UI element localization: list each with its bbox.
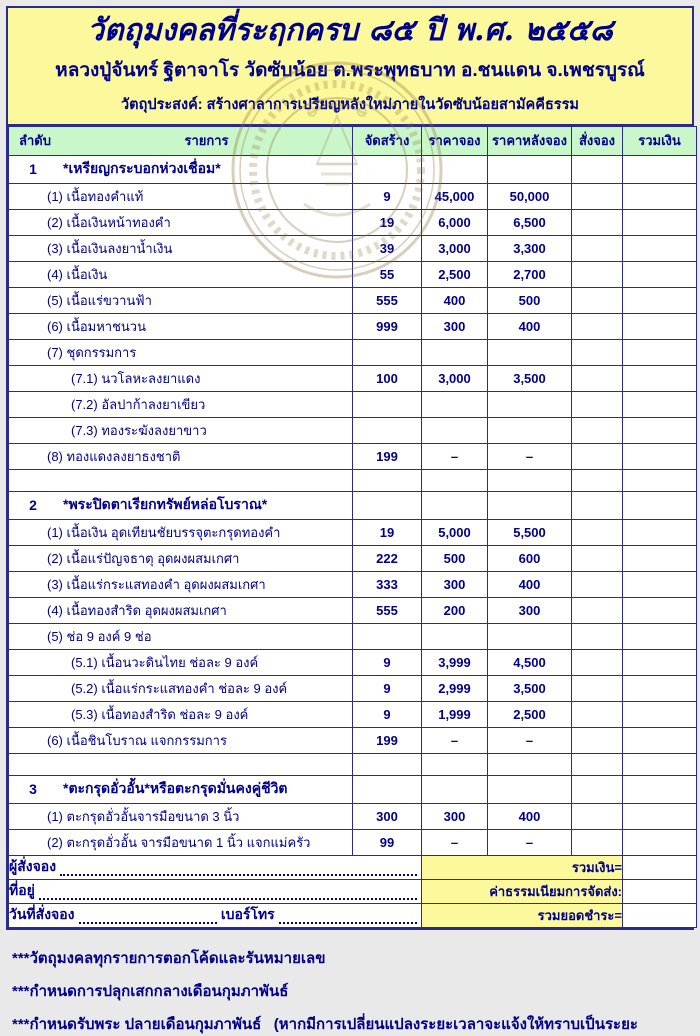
cell-book-price: – — [422, 829, 488, 855]
row-item-text: (5.3) เนื้อทองสำริด ช่อละ 9 องค์ — [71, 706, 249, 722]
table-row — [9, 701, 697, 727]
address-row — [9, 879, 697, 903]
cell-made-qty — [353, 623, 422, 649]
cell-order-qty — [572, 235, 623, 261]
cell-made-qty: 9 — [353, 183, 422, 209]
order-table — [8, 126, 697, 928]
cell-made-qty: 99 — [353, 829, 422, 855]
cell-total — [623, 155, 697, 183]
cell-made-qty: 19 — [353, 209, 422, 235]
cell-made-qty: 333 — [353, 571, 422, 597]
table-row — [9, 155, 697, 183]
table-row — [9, 571, 697, 597]
cell-book-price — [422, 775, 488, 803]
cell-total — [623, 235, 697, 261]
row-item-text: *ตะกรุดอั่วอั้น*หรือตะกรุดมั่นคงคู่ชีวิต — [63, 780, 288, 796]
cell-order-qty — [572, 417, 623, 443]
cell-made-qty: 39 — [353, 235, 422, 261]
cell-order-qty — [572, 443, 623, 469]
cell-total — [623, 545, 697, 571]
table-row — [9, 545, 697, 571]
col-header-book-price: ราคาจอง — [422, 126, 488, 155]
row-no — [9, 184, 57, 209]
order-date-label: วันที่สั่งจอง — [9, 906, 75, 922]
buyer-label: ผู้สั่งจอง — [9, 858, 57, 874]
purpose-line: วัตถุประสงค์: สร้างศาลาการเปรียญหลังใหม่ภายในวัดซับน้อยสามัคคีธรรม — [121, 96, 579, 113]
table-row — [9, 753, 697, 775]
table-row — [9, 235, 697, 261]
row-no — [9, 754, 57, 775]
table-header-row — [9, 126, 697, 155]
temple-subtitle: หลวงปู่จันทร์ ฐิตาจาโร วัดซับน้อย ต.พระพุทธบาท อ.ชนแดน จ.เพชรบูรณ์ — [55, 59, 645, 81]
cell-made-qty: 222 — [353, 545, 422, 571]
table-row — [9, 313, 697, 339]
cell-book-price: 300 — [422, 803, 488, 829]
cell-total — [623, 209, 697, 235]
cell-book-price: 200 — [422, 597, 488, 623]
cell-book-price: 3,000 — [422, 365, 488, 391]
row-no: 3 — [29, 781, 37, 797]
cell-total — [623, 391, 697, 417]
cell-book-price: 400 — [422, 287, 488, 313]
cell-made-qty: 9 — [353, 649, 422, 675]
cell-total — [623, 623, 697, 649]
cell-made-qty: 555 — [353, 597, 422, 623]
table-row — [9, 339, 697, 365]
row-item-text: (4) เนื้อเงิน — [47, 266, 108, 282]
buyer-fill-line — [60, 860, 417, 876]
shipping-fee-value — [623, 879, 697, 903]
cell-order-qty — [572, 753, 623, 775]
row-no — [9, 650, 57, 675]
cell-order-qty — [572, 545, 623, 571]
row-item-text: (7) ชุดกรรมการ — [47, 344, 137, 360]
order-table-body — [9, 155, 697, 855]
cell-order-qty — [572, 209, 623, 235]
cell-order-qty — [572, 183, 623, 209]
phone-fill-line — [279, 908, 417, 924]
cell-made-qty — [353, 775, 422, 803]
cell-order-qty — [572, 829, 623, 855]
table-row — [9, 287, 697, 313]
table-row — [9, 623, 697, 649]
cell-total — [623, 339, 697, 365]
table-row — [9, 519, 697, 545]
order-form-sheet — [6, 6, 694, 1036]
row-no — [9, 392, 57, 417]
grand-total-label: รวมยอดชำระ= — [422, 903, 623, 927]
cell-book-price — [422, 491, 488, 519]
row-no — [9, 444, 57, 469]
row-no — [9, 470, 57, 491]
table-row — [9, 649, 697, 675]
cell-after-price: 2,500 — [488, 701, 572, 727]
row-no — [9, 520, 57, 545]
cell-book-price: 3,999 — [422, 649, 488, 675]
cell-total — [623, 803, 697, 829]
cell-made-qty: 199 — [353, 727, 422, 753]
cell-book-price — [422, 469, 488, 491]
cell-order-qty — [572, 261, 623, 287]
cell-after-price — [488, 339, 572, 365]
cell-made-qty — [353, 491, 422, 519]
row-no — [9, 830, 57, 855]
cell-made-qty — [353, 155, 422, 183]
table-row — [9, 261, 697, 287]
cell-total — [623, 469, 697, 491]
row-no — [9, 236, 57, 261]
row-no — [9, 288, 57, 313]
table-row — [9, 829, 697, 855]
row-no — [9, 572, 57, 597]
row-item-text: (3) เนื้อแร่กระแสทองคำ อุดผงผสมเกศา — [47, 576, 266, 592]
cell-order-qty — [572, 597, 623, 623]
cell-after-price: 5,500 — [488, 519, 572, 545]
col-header-made: จัดสร้าง — [353, 126, 422, 155]
cell-order-qty — [572, 519, 623, 545]
cell-made-qty: 55 — [353, 261, 422, 287]
col-header-total: รวมเงิน — [623, 126, 697, 155]
cell-book-price — [422, 623, 488, 649]
note-blessing-date: ***กำหนดการปลุกเสกกลางเดือนกุมภาพันธ์ — [12, 982, 289, 1000]
cell-after-price: 400 — [488, 571, 572, 597]
row-no: 1 — [29, 161, 37, 177]
cell-after-price — [488, 623, 572, 649]
cell-total — [623, 775, 697, 803]
cell-order-qty — [572, 155, 623, 183]
row-no — [9, 314, 57, 339]
cell-order-qty — [572, 339, 623, 365]
table-row — [9, 491, 697, 519]
cell-total — [623, 519, 697, 545]
cell-after-price: – — [488, 727, 572, 753]
cell-total — [623, 491, 697, 519]
col-header-index: ลำดับ — [19, 133, 51, 148]
cell-after-price — [488, 491, 572, 519]
cell-book-price: 300 — [422, 571, 488, 597]
table-row — [9, 469, 697, 491]
shipping-fee-label: ค่าธรรมเนียมการจัดส่ง: — [422, 879, 623, 903]
cell-made-qty: 300 — [353, 803, 422, 829]
cell-order-qty — [572, 701, 623, 727]
form-rows — [9, 855, 697, 927]
row-item-text: (5.1) เนื้อนวะดินไทย ช่อละ 9 องค์ — [71, 654, 259, 670]
row-no — [9, 418, 57, 443]
cell-order-qty — [572, 803, 623, 829]
cell-made-qty — [353, 417, 422, 443]
cell-made-qty — [353, 469, 422, 491]
table-row — [9, 183, 697, 209]
table-row — [9, 727, 697, 753]
row-no — [9, 546, 57, 571]
cell-order-qty — [572, 313, 623, 339]
cell-book-price — [422, 753, 488, 775]
row-item-text: (2) ตะกรุดอั่วอั้น จารมือขนาด 1 นิ้ว แจกแม่ครัว — [47, 834, 311, 850]
row-item-text: (1) เนื้อทองคำแท้ — [47, 188, 144, 204]
row-no — [9, 598, 57, 623]
col-header-order: สั่งจอง — [572, 126, 623, 155]
table-row — [9, 597, 697, 623]
cell-after-price: 300 — [488, 597, 572, 623]
cell-order-qty — [572, 469, 623, 491]
cell-after-price: 3,500 — [488, 365, 572, 391]
date-phone-row — [9, 903, 697, 927]
row-item-text: (1) เนื้อเงิน อุดเทียนชัยบรรจุตะกรุดทองคำ — [47, 524, 281, 540]
cell-total — [623, 365, 697, 391]
footer-notes — [12, 946, 694, 1036]
cell-book-price — [422, 155, 488, 183]
cell-book-price: – — [422, 443, 488, 469]
cell-total — [623, 183, 697, 209]
cell-book-price: – — [422, 727, 488, 753]
cell-total — [623, 829, 697, 855]
cell-total — [623, 649, 697, 675]
row-no — [9, 262, 57, 287]
row-item-text: (5) เนื้อแร่ขวานฟ้า — [47, 292, 152, 308]
cell-total — [623, 571, 697, 597]
row-item-text: (7.1) นวโลหะลงยาแดง — [71, 370, 201, 386]
row-no — [9, 366, 57, 391]
cell-made-qty: 555 — [353, 287, 422, 313]
cell-after-price: 600 — [488, 545, 572, 571]
row-item-text: (2) เนื้อเงินหน้าทองคำ — [47, 214, 171, 230]
cell-after-price: 4,500 — [488, 649, 572, 675]
cell-order-qty — [572, 365, 623, 391]
table-row — [9, 775, 697, 803]
cell-total — [623, 417, 697, 443]
row-no — [9, 728, 57, 753]
cell-after-price: 3,300 — [488, 235, 572, 261]
document-frame — [6, 6, 694, 930]
note-code-number: ***วัตถุมงคลทุกรายการตอกโค้ดและรันหมายเลข — [12, 949, 326, 967]
cell-after-price — [488, 391, 572, 417]
phone-label: เบอร์โทร — [220, 906, 275, 922]
cell-book-price — [422, 417, 488, 443]
table-row — [9, 803, 697, 829]
buyer-row — [9, 855, 697, 879]
cell-order-qty — [572, 775, 623, 803]
grand-total-value — [623, 903, 697, 927]
cell-total — [623, 313, 697, 339]
cell-total — [623, 753, 697, 775]
row-item-text: (5.2) เนื้อแร่กระแสทองคำ ช่อละ 9 องค์ — [71, 680, 288, 696]
cell-after-price: 2,700 — [488, 261, 572, 287]
cell-after-price: 400 — [488, 803, 572, 829]
cell-order-qty — [572, 649, 623, 675]
cell-after-price: 400 — [488, 313, 572, 339]
cell-made-qty: 9 — [353, 701, 422, 727]
cell-after-price: 500 — [488, 287, 572, 313]
row-item-text: (4) เนื้อทองสำริด อุดผงผสมเกศา — [47, 602, 227, 618]
cell-book-price — [422, 339, 488, 365]
order-date-fill-line — [79, 908, 217, 924]
row-item-text: (7.2) อัลปาก้าลงยาเขียว — [71, 396, 206, 412]
row-item-text: (8) ทองแดงลงยาธงชาติ — [47, 448, 181, 464]
cell-total — [623, 261, 697, 287]
cell-book-price: 5,000 — [422, 519, 488, 545]
col-header-after-price: ราคาหลังจอง — [488, 126, 572, 155]
table-row — [9, 391, 697, 417]
cell-made-qty: 19 — [353, 519, 422, 545]
cell-total — [623, 701, 697, 727]
sum-total-value — [623, 855, 697, 879]
cell-book-price: 300 — [422, 313, 488, 339]
cell-made-qty: 999 — [353, 313, 422, 339]
cell-total — [623, 727, 697, 753]
row-item-text: (6) เนื้อมหาชนวน — [47, 318, 146, 334]
note-receive-date: ***กำหนดรับพระ ปลายเดือนกุมภาพันธ์ (หากมีการเปลี่ยนแปลงระยะเวลาจะแจ้งให้ทราบเป็นระยะ — [12, 1015, 638, 1033]
cell-made-qty: 100 — [353, 365, 422, 391]
table-row — [9, 443, 697, 469]
address-fill-line — [39, 884, 417, 900]
cell-book-price: 500 — [422, 545, 488, 571]
row-no — [9, 624, 57, 649]
row-no — [9, 804, 57, 829]
cell-made-qty: 9 — [353, 675, 422, 701]
col-header-item: รายการ — [184, 133, 229, 148]
cell-after-price: 3,500 — [488, 675, 572, 701]
cell-book-price: 2,999 — [422, 675, 488, 701]
cell-after-price — [488, 417, 572, 443]
cell-after-price — [488, 469, 572, 491]
cell-total — [623, 597, 697, 623]
cell-order-qty — [572, 623, 623, 649]
row-item-text: (3) เนื้อเงินลงยาน้ำเงิน — [47, 240, 173, 256]
cell-after-price: – — [488, 443, 572, 469]
row-item-text: (7.3) ทองระฆังลงยาขาว — [71, 422, 207, 438]
cell-made-qty — [353, 753, 422, 775]
cell-book-price: 1,999 — [422, 701, 488, 727]
cell-made-qty — [353, 339, 422, 365]
page-title: วัตถุมงคลที่ระฤกครบ ๘๕ ปี พ.ศ. ๒๕๕๘ — [87, 13, 613, 48]
table-row — [9, 417, 697, 443]
cell-book-price: 3,000 — [422, 235, 488, 261]
banner — [8, 8, 692, 126]
cell-after-price: – — [488, 829, 572, 855]
cell-total — [623, 675, 697, 701]
row-item-text: (6) เนื้อชินโบราณ แจกกรรมการ — [47, 732, 227, 748]
cell-total — [623, 443, 697, 469]
row-no — [9, 702, 57, 727]
cell-book-price: 45,000 — [422, 183, 488, 209]
table-row — [9, 365, 697, 391]
row-item-text: (5) ช่อ 9 องค์ 9 ช่อ — [47, 628, 152, 644]
cell-order-qty — [572, 727, 623, 753]
cell-book-price: 2,500 — [422, 261, 488, 287]
row-no — [9, 210, 57, 235]
address-label: ที่อยู่ — [9, 882, 35, 898]
cell-book-price: 6,000 — [422, 209, 488, 235]
table-row — [9, 675, 697, 701]
cell-total — [623, 287, 697, 313]
cell-order-qty — [572, 287, 623, 313]
table-row — [9, 209, 697, 235]
cell-made-qty: 199 — [353, 443, 422, 469]
cell-order-qty — [572, 675, 623, 701]
row-item-text: *พระปิดตาเรียกทรัพย์หล่อโบราณ* — [63, 496, 268, 512]
cell-after-price — [488, 155, 572, 183]
row-item-text: *เหรียญกระบอกห่วงเชื่อม* — [63, 160, 221, 176]
row-no — [9, 340, 57, 365]
cell-order-qty — [572, 391, 623, 417]
cell-made-qty — [353, 391, 422, 417]
row-no: 2 — [29, 497, 37, 513]
row-item-text: (1) ตะกรุดอั่วอั้นจารมือขนาด 3 นิ้ว — [47, 808, 240, 824]
cell-after-price — [488, 775, 572, 803]
row-item-text: (2) เนื้อแร่ปัญจธาตุ อุดผงผสมเกศา — [47, 550, 240, 566]
cell-order-qty — [572, 571, 623, 597]
cell-after-price — [488, 753, 572, 775]
cell-after-price: 6,500 — [488, 209, 572, 235]
cell-book-price — [422, 391, 488, 417]
sum-total-label: รวมเงิน= — [422, 855, 623, 879]
cell-order-qty — [572, 491, 623, 519]
row-no — [9, 676, 57, 701]
cell-after-price: 50,000 — [488, 183, 572, 209]
